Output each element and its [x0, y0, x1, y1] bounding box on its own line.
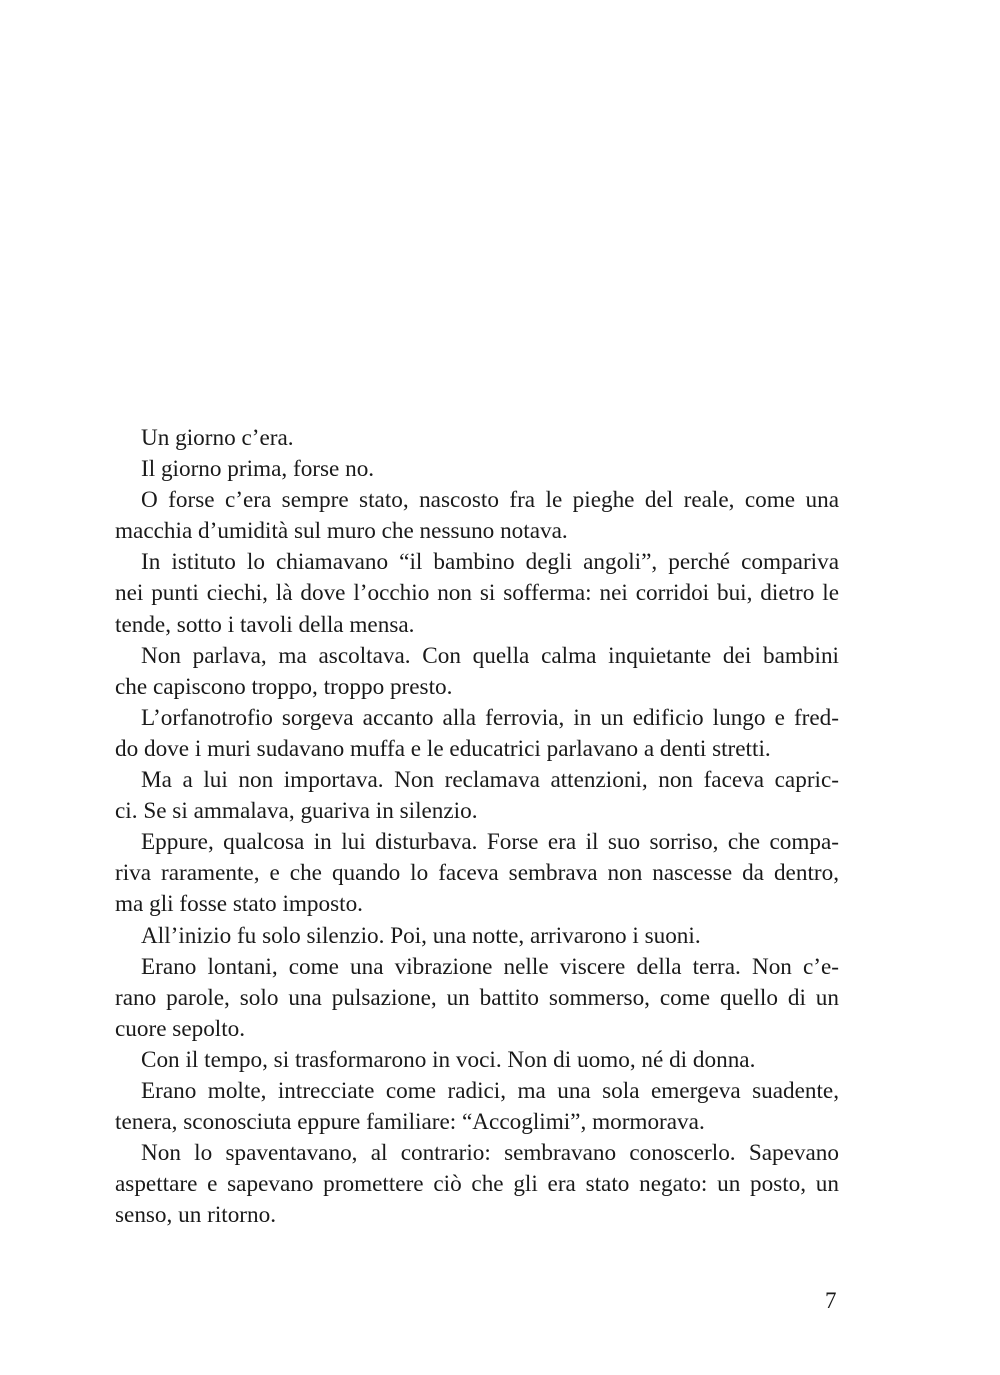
- text-line: Eppure, qualcosa in lui disturbava. Forse era il suo sorriso, che compa-: [141, 829, 839, 856]
- paragraph: [115, 921, 839, 952]
- text-line: O forse c’era sempre stato, nascosto fra le pieghe del reale, come una: [141, 487, 839, 514]
- paragraph: [115, 485, 839, 547]
- text-line: tenera, sconosciuta eppure familiare: “Accoglimi”, mormorava.: [115, 1109, 705, 1136]
- paragraph: [115, 703, 839, 765]
- text-line: cuore sepolto.: [115, 1015, 246, 1042]
- text-line: All’inizio fu solo silenzio. Poi, una notte, arrivarono i suoni.: [141, 922, 701, 949]
- text-line: tende, sotto i tavoli della mensa.: [115, 611, 415, 638]
- paragraph: [115, 1138, 839, 1231]
- text-line: In istituto lo chiamavano “il bambino degli angoli”, perché compariva: [141, 549, 839, 576]
- paragraph: [115, 765, 839, 827]
- text-line: Erano lontani, come una vibrazione nelle viscere della terra. Non c’e-: [141, 953, 839, 980]
- text-line: senso, un ritorno.: [115, 1202, 277, 1229]
- text-line: Il giorno prima, forse no.: [141, 456, 375, 483]
- text-line: ci. Se si ammalava, guariva in silenzio.: [115, 798, 478, 825]
- text-line: Non lo spaventavano, al contrario: sembravano conoscerlo. Sapevano: [141, 1140, 839, 1167]
- body-text: [115, 423, 839, 1231]
- text-line: L’orfanotrofio sorgeva accanto alla ferrovia, in un edificio lungo e fred-: [141, 704, 839, 731]
- text-line: macchia d’umidità sul muro che nessuno notava.: [115, 518, 568, 545]
- paragraph: [115, 952, 839, 1045]
- paragraph: [115, 1045, 839, 1076]
- text-line: rano parole, solo una pulsazione, un battito sommerso, come quello di un: [115, 984, 839, 1011]
- text-line: riva raramente, e che quando lo faceva sembrava non nascesse da dentro,: [115, 860, 839, 887]
- paragraph: [115, 547, 839, 640]
- text-line: Con il tempo, si trasformarono in voci. Non di uomo, né di donna.: [141, 1046, 756, 1073]
- paragraph: [115, 423, 839, 454]
- text-line: aspettare e sapevano promettere ciò che gli era stato negato: un posto, un: [115, 1171, 839, 1198]
- text-line: Erano molte, intrecciate come radici, ma una sola emergeva suadente,: [141, 1077, 839, 1104]
- text-line: Non parlava, ma ascoltava. Con quella calma inquietante dei bambini: [141, 642, 839, 669]
- paragraph: [115, 454, 839, 485]
- paragraph: [115, 1076, 839, 1138]
- text-line: do dove i muri sudavano muffa e le educatrici parlavano a denti stretti.: [115, 735, 771, 762]
- page-number: 7: [825, 1288, 837, 1313]
- paragraph: [115, 641, 839, 703]
- text-line: ma gli fosse stato imposto.: [115, 891, 363, 918]
- text-line: Un giorno c’era.: [141, 425, 294, 451]
- text-line: che capiscono troppo, troppo presto.: [115, 673, 453, 700]
- text-line: nei punti ciechi, là dove l’occhio non si sofferma: nei corridoi bui, dietro le: [115, 580, 839, 607]
- text-line: Ma a lui non importava. Non reclamava attenzioni, non faceva capric-: [141, 767, 839, 794]
- paragraph: [115, 827, 839, 920]
